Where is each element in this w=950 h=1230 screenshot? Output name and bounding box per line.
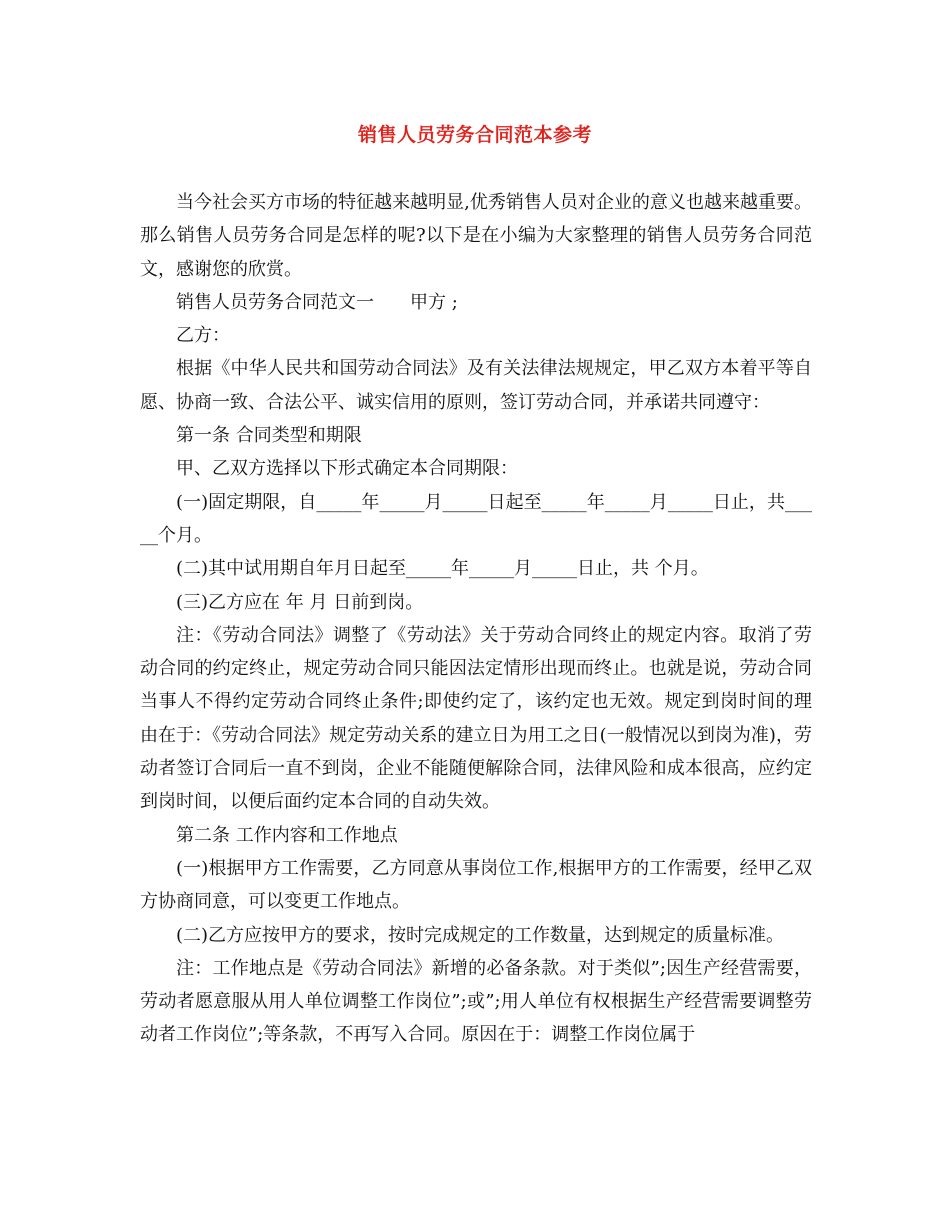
- paragraph: 销售人员劳务合同范文一 甲方 ;: [176, 291, 458, 313]
- section-heading: 第一条 合同类型和期限: [176, 425, 362, 447]
- paragraph: 当今社会买方市场的特征越来越明显,优秀销售人员对企业的意义也越来越重要。那么销售人员劳务合同是怎样的呢?以下是在小编为大家整理的销售人员劳务合同范文，感谢您的欣赏。: [140, 192, 812, 280]
- paragraph: 根据《中华人民共和国劳动合同法》及有关法律法规规定，甲乙双方本着平等自愿、协商一致、合法公平、诚实信用的原则，签订劳动合同，并承诺共同遵守：: [140, 358, 812, 413]
- paragraph: 乙方：: [176, 325, 230, 347]
- document-body: [140, 186, 812, 1052]
- paragraph: (一)根据甲方工作需要，乙方同意从事岗位工作,根据甲方的工作需要，经甲乙双方协商同意，可以变更工作地点。: [140, 857, 812, 913]
- document-title: 销售人员劳务合同范本参考: [357, 124, 592, 146]
- paragraph: (二)其中试用期自年月日起至_____年_____月_____日止，共 个月。: [176, 558, 709, 580]
- note-paragraph: 注：《劳动合同法》调整了《劳动法》关于劳动合同终止的规定内容。取消了劳动合同的约定终止，规定劳动合同只能因法定情形出现而终止。也就是说，劳动合同当事人不得约定劳动合同终止条件;即使约定了，该约定也无效。规定到岗时间的理由在于：《劳动合同法》规定劳动关系的建立日为用工之日(一般情况以到岗为准)，劳动者签订合同后一直不到岗，企业不能随便解除合同，法律风险和成本很高，应约定到岗时间，以便后面约定本合同的自动失效。: [140, 624, 812, 813]
- paragraph: (三)乙方应在 年 月 日前到岗。: [176, 591, 424, 613]
- paragraph: (二)乙方应按甲方的要求，按时完成规定的工作数量，达到规定的质量标准。: [176, 924, 785, 946]
- paragraph: (一)固定期限，自_____年_____月_____日起至_____年_____月_____日止，共_____个月。: [140, 491, 812, 546]
- paragraph: 甲、乙双方选择以下形式确定本合同期限：: [176, 458, 518, 480]
- section-heading: 第二条 工作内容和工作地点: [176, 824, 398, 846]
- note-paragraph: 注：工作地点是《劳动合同法》新增的必备条款。对于类似”;因生产经营需要，劳动者愿意服从用人单位调整工作岗位”;或”;用人单位有权根据生产经营需要调整劳动者工作岗位”;等条款，不再写入合同。原因在于：调整工作岗位属于: [140, 957, 812, 1046]
